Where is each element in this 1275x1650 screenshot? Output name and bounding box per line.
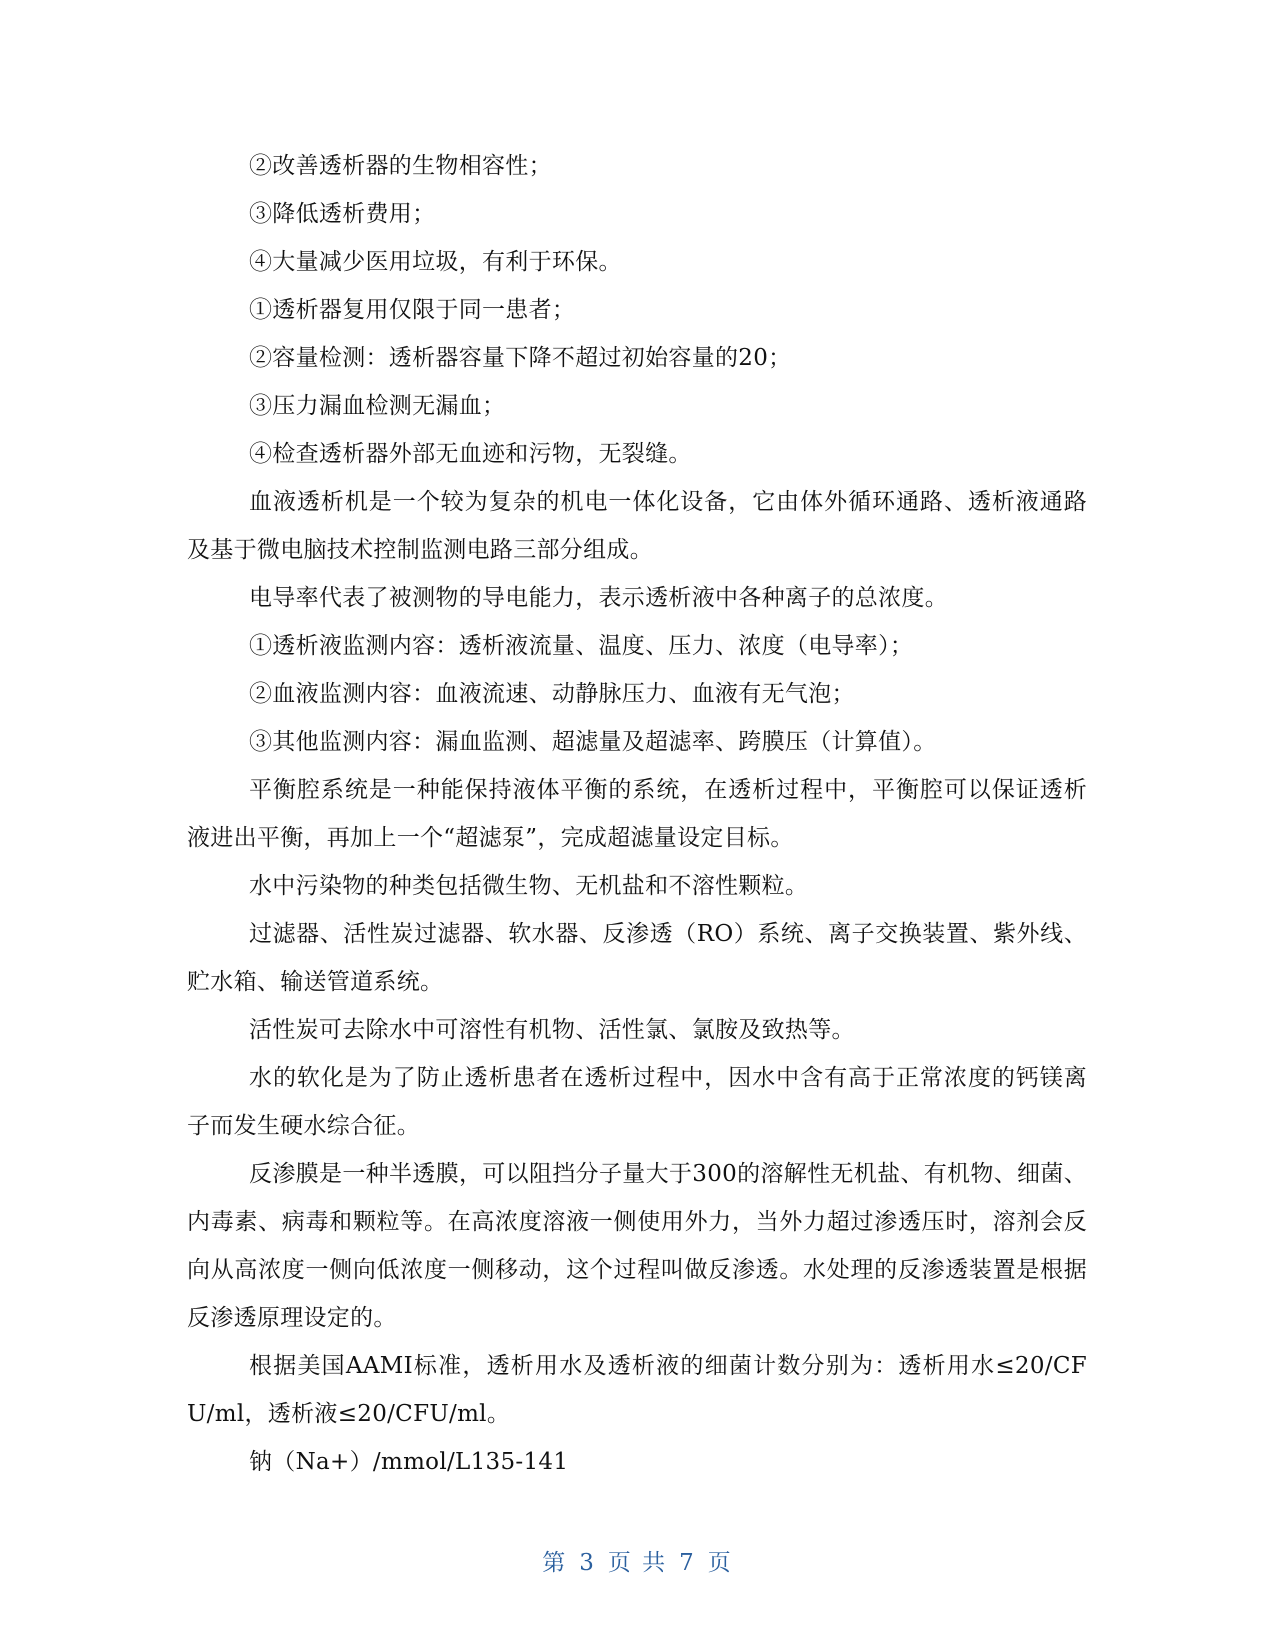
paragraph: 钠（Na+）/mmol/L135-141 [249,1449,569,1475]
paragraph: 过滤器、活性炭过滤器、软水器、反渗透（RO）系统、离子交换装置、紫外线、贮水箱、输送管道系统。 [187,921,1087,995]
footer-middle: 页 共 [607,1550,668,1576]
document-body [187,142,1087,1486]
paragraph: ②改善透析器的生物相容性； [249,153,552,179]
paragraph: ①透析液监测内容：透析液流量、温度、压力、浓度（电导率）； [249,633,914,659]
paragraph: ②容量检测：透析器容量下降不超过初始容量的20； [249,345,792,371]
footer-page-number: 3 [579,1550,596,1576]
paragraph: 水的软化是为了防止透析患者在透析过程中，因水中含有高于正常浓度的钙镁离子而发生硬水综合征。 [187,1065,1087,1139]
paragraph: 活性炭可去除水中可溶性有机物、活性氯、氯胺及致热等。 [249,1017,855,1043]
paragraph: ③降低透析费用； [249,201,436,227]
paragraph: 水中污染物的种类包括微生物、无机盐和不溶性颗粒。 [249,873,809,899]
paragraph: 平衡腔系统是一种能保持液体平衡的系统，在透析过程中，平衡腔可以保证透析液进出平衡，再加上一个“超滤泵”，完成超滤量设定目标。 [187,777,1087,851]
paragraph: ④检查透析器外部无血迹和污物，无裂缝。 [249,441,692,467]
footer-prefix: 第 [542,1550,568,1576]
paragraph: ③压力漏血检测无漏血； [249,393,506,419]
footer-total-pages: 7 [679,1550,696,1576]
paragraph: ②血液监测内容：血液流速、动静脉压力、血液有无气泡； [249,681,855,707]
paragraph: ③其他监测内容：漏血监测、超滤量及超滤率、跨膜压（计算值）。 [249,729,937,755]
paragraph: 血液透析机是一个较为复杂的机电一体化设备，它由体外循环通路、透析液通路及基于微电脑技术控制监测电路三部分组成。 [187,489,1087,563]
paragraph: ①透析器复用仅限于同一患者； [249,297,576,323]
paragraph: 根据美国AAMI标准，透析用水及透析液的细菌计数分别为：透析用水≤20/CFU/ml，透析液≤20/CFU/ml。 [187,1353,1087,1427]
paragraph: 电导率代表了被测物的导电能力，表示透析液中各种离子的总浓度。 [249,585,948,611]
footer-suffix: 页 [707,1550,733,1576]
paragraph: ④大量减少医用垃圾，有利于环保。 [249,249,622,275]
page-footer [0,1544,1275,1577]
paragraph: 反渗膜是一种半透膜，可以阻挡分子量大于300的溶解性无机盐、有机物、细菌、内毒素、病毒和颗粒等。在高浓度溶液一侧使用外力，当外力超过渗透压时，溶剂会反向从高浓度一侧向低浓度一侧移动，这个过程叫做反渗透。水处理的反渗透装置是根据反渗透原理设定的。 [187,1161,1087,1331]
